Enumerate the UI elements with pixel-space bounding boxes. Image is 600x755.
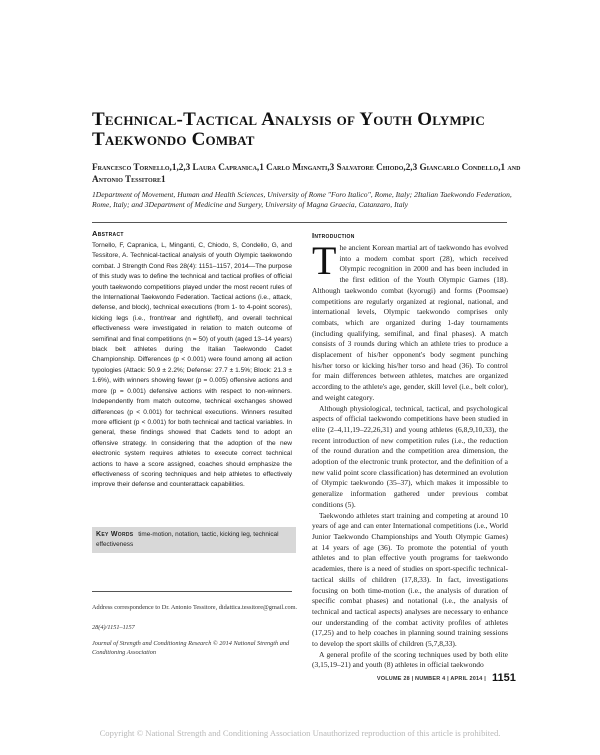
footnote-divider: [92, 591, 292, 592]
copyright-notice: Copyright © National Strength and Conditioning Association Unauthorized reproduction of this article is prohibited.: [99, 728, 501, 738]
affiliations: 1Department of Movement, Human and Health Sciences, University of Rome "Foro Italico", Rome, Italy; 2Italian Taekwondo Federation, Rome, Italy; and 3Department of Medicine and Surgery, University of Magna Graecia, Catanzaro, Italy: [92, 190, 512, 209]
intro-paragraph-2: Although physiological, technical, tactical, and psychological aspects of official taekwondo competitions have been studied in elite (2–4,11,19–22,26,31) and young athletes (6,8,9,10,33), the recent introduction of new competition rules (i.e., the reduction of the round duration and the competition area dimension, the adoption of the electronic trunk protector, and the definition of a new valid point score classification) has determined an evolution of Olympic taekwondo (35–37), which makes it impossible to generalize information gathered under previous combat conditions (5).: [312, 403, 508, 509]
introduction-heading: Introduction: [312, 231, 355, 240]
volume-footnote: 28(4)/1151–1157: [92, 624, 135, 631]
issue-info: VOLUME 28 | NUMBER 4 | APRIL 2014 |: [376, 676, 486, 682]
keywords-text: time-motion, notation, tactic, kicking leg, technical effectiveness: [96, 531, 279, 548]
keywords-label: Key Words: [96, 531, 134, 538]
journal-footnote: Journal of Strength and Conditioning Research © 2014 National Strength and Conditioning Association: [92, 640, 290, 656]
page-number: 1151: [492, 672, 516, 684]
author-list: Francesco Tornello,1,2,3 Laura Capranica,1 Carlo Minganti,3 Salvatore Chiodo,2,3 Giancarlo Condello,1 and Antonio Tessitore1: [92, 162, 521, 184]
intro-paragraph-3: Taekwondo athletes start training and competing at around 10 years of age and can enter International competitions (i.e., World Junior Taekwondo Championships and Youth Olympic Games) at 14 years of age (36). To promote the potential of youth athletes and to plan effective youth programs for taekwondo academies, there is a need of studies on sport-specific technical-tactical skills of children (17,8,33). In fact, investigations focusing on both time-motion (i.e., the analysis of duration of specific combat phases) and notational (i.e., the analysis of technical and tactical aspects) analyses are necessary to enhance our understanding of the combat activity profiles of athletes (17,25) and to help coaches in planning sound training sessions to develop the sport skills of children (5,7,8,33).: [312, 510, 508, 649]
correspondence-footnote: Address correspondence to Dr. Antonio Tessitore, didattica.tessitore@gmail.com.: [92, 604, 298, 611]
article-title: Technical-Tactical Analysis of Youth Olympic Taekwondo Combat: [92, 109, 485, 150]
abstract-heading: Abstract: [92, 229, 124, 238]
abstract-text: Tornello, F, Capranica, L, Minganti, C, Chiodo, S, Condello, G, and Tessitore, A. Technical-tactical analysis of youth Olympic taekwondo combat. J Strength Cond Res 28(4): 1151–1157, 2014—The purpose of this study was to define the technical and tactical profiles of official youth taekwondo competitions played under the most recent rules of the International Taekwondo Federation. Tactical actions (i.e., attack, defense, and block), technical executions (from 1- to 4-point scores), kicking legs (i.e., front/rear and right/left), and overall technical effectiveness were investigated in relation to match outcome of semifinal and final competitions (n = 50) of youth (aged 13–14 years) black belt athletes during the Italian Taekwondo Cadet Championship. Differences (p < 0.001) were found among all action typologies (Attack: 50.9 ± 2.2%; Defense: 27.7 ± 1.5%; Block: 21.3 ± 1.6%), with winners showing fewer (p = 0.005) offensive actions and more (p = 0.001) defensive actions with respect to non-winners. Independently from match outcome, technical exchanges showed differences (p < 0.001) for technical executions. Winners resulted more efficient (p < 0.001) for both technical and tactical variables. In general, these findings showed that Cadets tend to adopt an offensive strategy. In considering that the adoption of the new electronic system requires athletes to execute correct technical actions to have a score assigned, coaches should emphasize the effectiveness of scoring techniques and help athletes to effectively improve their defense and counterattack capabilities.: [92, 242, 292, 489]
intro-paragraph-4: A general profile of the scoring techniques used by both elite (3,15,19–21) and youth (8) athletes in official taekwondo: [312, 649, 508, 670]
intro-paragraph-1: The ancient Korean martial art of taekwondo has evolved into a modern combat sport (28), which received Olympic recognition in 2000 and has been included in the first edition of the Youth Olympic Games (18). Although taekwondo combat (kyorugi) and forms (Poomsae) competitions are regularly organized at regional, national, and international levels, Olympic taekwondo comprises only combats, which are organized during 1-day tournaments (including qualifying, semifinal, and final phases). A match consists of 3 rounds during which an athlete tries to produce a displacement of his/her opponent's body segment punching his/her torso or kicking his/her torso and head (36). To control for main differences between athletes, matches are organized according to the athlete's age, gender, skill level (i.e., belt color), and weight category.: [312, 238, 508, 402]
introduction-body: [312, 238, 508, 670]
keywords-box: [92, 527, 296, 553]
drop-cap: T: [312, 238, 337, 283]
header-divider: [92, 222, 507, 223]
